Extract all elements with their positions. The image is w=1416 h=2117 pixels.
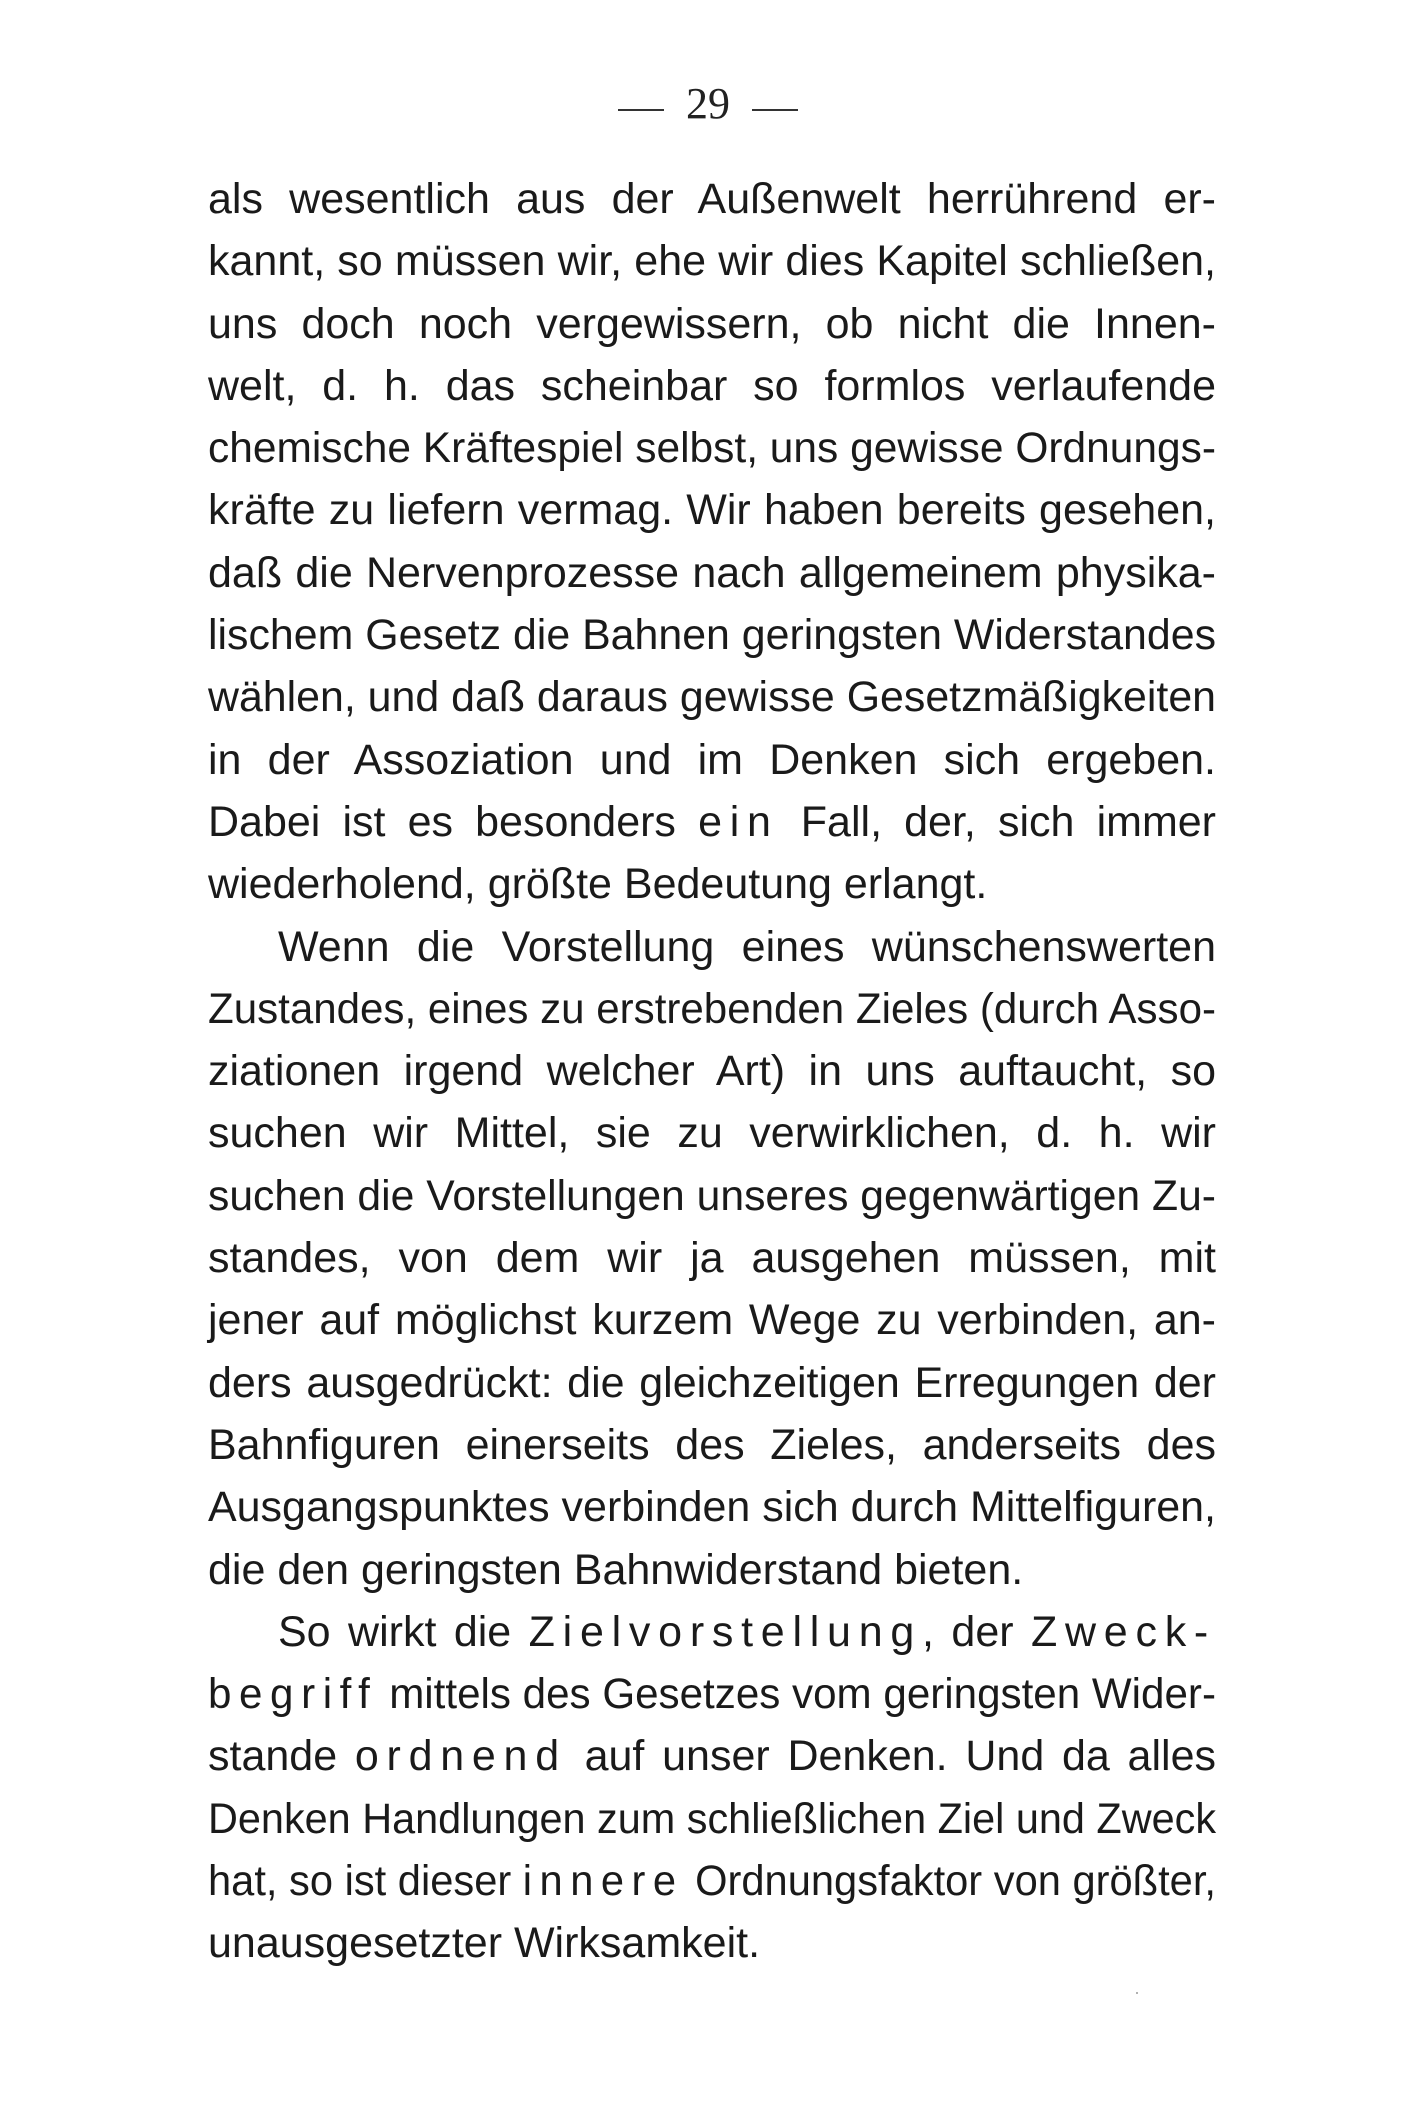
text-line: So wirkt die Zielvorstellung, der Zweck- (278, 1607, 1216, 1656)
text-line: suchen wir Mittel, sie zu verwirklichen, d. h. wir (208, 1109, 1216, 1158)
emphasized-text: innere (522, 1857, 684, 1906)
text-line: die den geringsten Bahnwiderstand bieten. (208, 1545, 1024, 1594)
paragraph (208, 168, 1216, 916)
text-line: kräfte zu liefern vermag. Wir haben bereits gesehen, (208, 486, 1216, 535)
text-line: hat, so ist dieser innere Ordnungsfaktor von größter, (208, 1857, 1216, 1906)
text-line: jener auf möglichst kurzem Wege zu verbinden, an- (208, 1296, 1216, 1345)
text-line: Bahnfiguren einerseits des Zieles, anderseits des (208, 1420, 1216, 1469)
text-line: in der Assoziation und im Denken sich ergeben. (208, 735, 1216, 784)
paragraph (208, 1601, 1216, 1975)
text-line: lischem Gesetz die Bahnen geringsten Widerstandes (208, 611, 1217, 660)
text-line: uns doch noch vergewissern, ob nicht die Innen- (208, 299, 1216, 348)
text-line: begriff mittels des Gesetzes vom geringsten Wider- (208, 1670, 1216, 1719)
body-text (208, 168, 1216, 1975)
page-number: 29 (686, 79, 730, 128)
dash-right-icon (752, 109, 798, 111)
text-line: daß die Nervenprozesse nach allgemeinem physika- (208, 548, 1216, 597)
emphasized-text: begriff (208, 1670, 378, 1719)
text-line: suchen die Vorstellungen unseres gegenwärtigen Zu- (208, 1171, 1217, 1220)
text-line: standes, von dem wir ja ausgehen müssen, mit (208, 1234, 1216, 1283)
paragraph (208, 916, 1216, 1601)
page-header (0, 78, 1416, 130)
emphasized-text: ordnend (354, 1732, 567, 1781)
text-line: kannt, so müssen wir, ehe wir dies Kapitel schließen, (208, 237, 1216, 286)
text-line: unausgesetzter Wirksamkeit. (208, 1919, 761, 1968)
text-line: Dabei ist es besonders ein Fall, der, sich immer (208, 797, 1217, 846)
text-line: Zustandes, eines zu erstrebenden Zieles (durch Asso- (208, 984, 1217, 1033)
emphasized-text: ein (698, 797, 779, 846)
text-line: chemische Kräftespiel selbst, uns gewisse Ordnungs- (208, 424, 1216, 473)
emphasized-text: Zweck- (1031, 1607, 1216, 1656)
text-line: Wenn die Vorstellung eines wünschenswerten (278, 922, 1216, 971)
text-line: als wesentlich aus der Außenwelt herrührend er- (208, 175, 1216, 223)
emphasized-text: Zielvorstellung (528, 1607, 923, 1656)
text-line: Ausgangspunktes verbinden sich durch Mittelfiguren, (208, 1483, 1216, 1532)
text-line: ders ausgedrückt: die gleichzeitigen Erregungen der (208, 1358, 1216, 1407)
paper-speck (1136, 1992, 1138, 1994)
text-line: wiederholend, größte Bedeutung erlangt. (208, 860, 988, 909)
text-line: wählen, und daß daraus gewisse Gesetzmäßigkeiten (208, 673, 1217, 722)
dash-left-icon (618, 109, 664, 111)
text-line: ziationen irgend welcher Art) in uns auftaucht, so (208, 1047, 1216, 1096)
text-line: Denken Handlungen zum schließlichen Ziel und Zweck (208, 1794, 1217, 1843)
text-line: welt, d. h. das scheinbar so formlos verlaufende (208, 361, 1216, 410)
text-line: stande ordnend auf unser Denken. Und da alles (208, 1732, 1216, 1781)
